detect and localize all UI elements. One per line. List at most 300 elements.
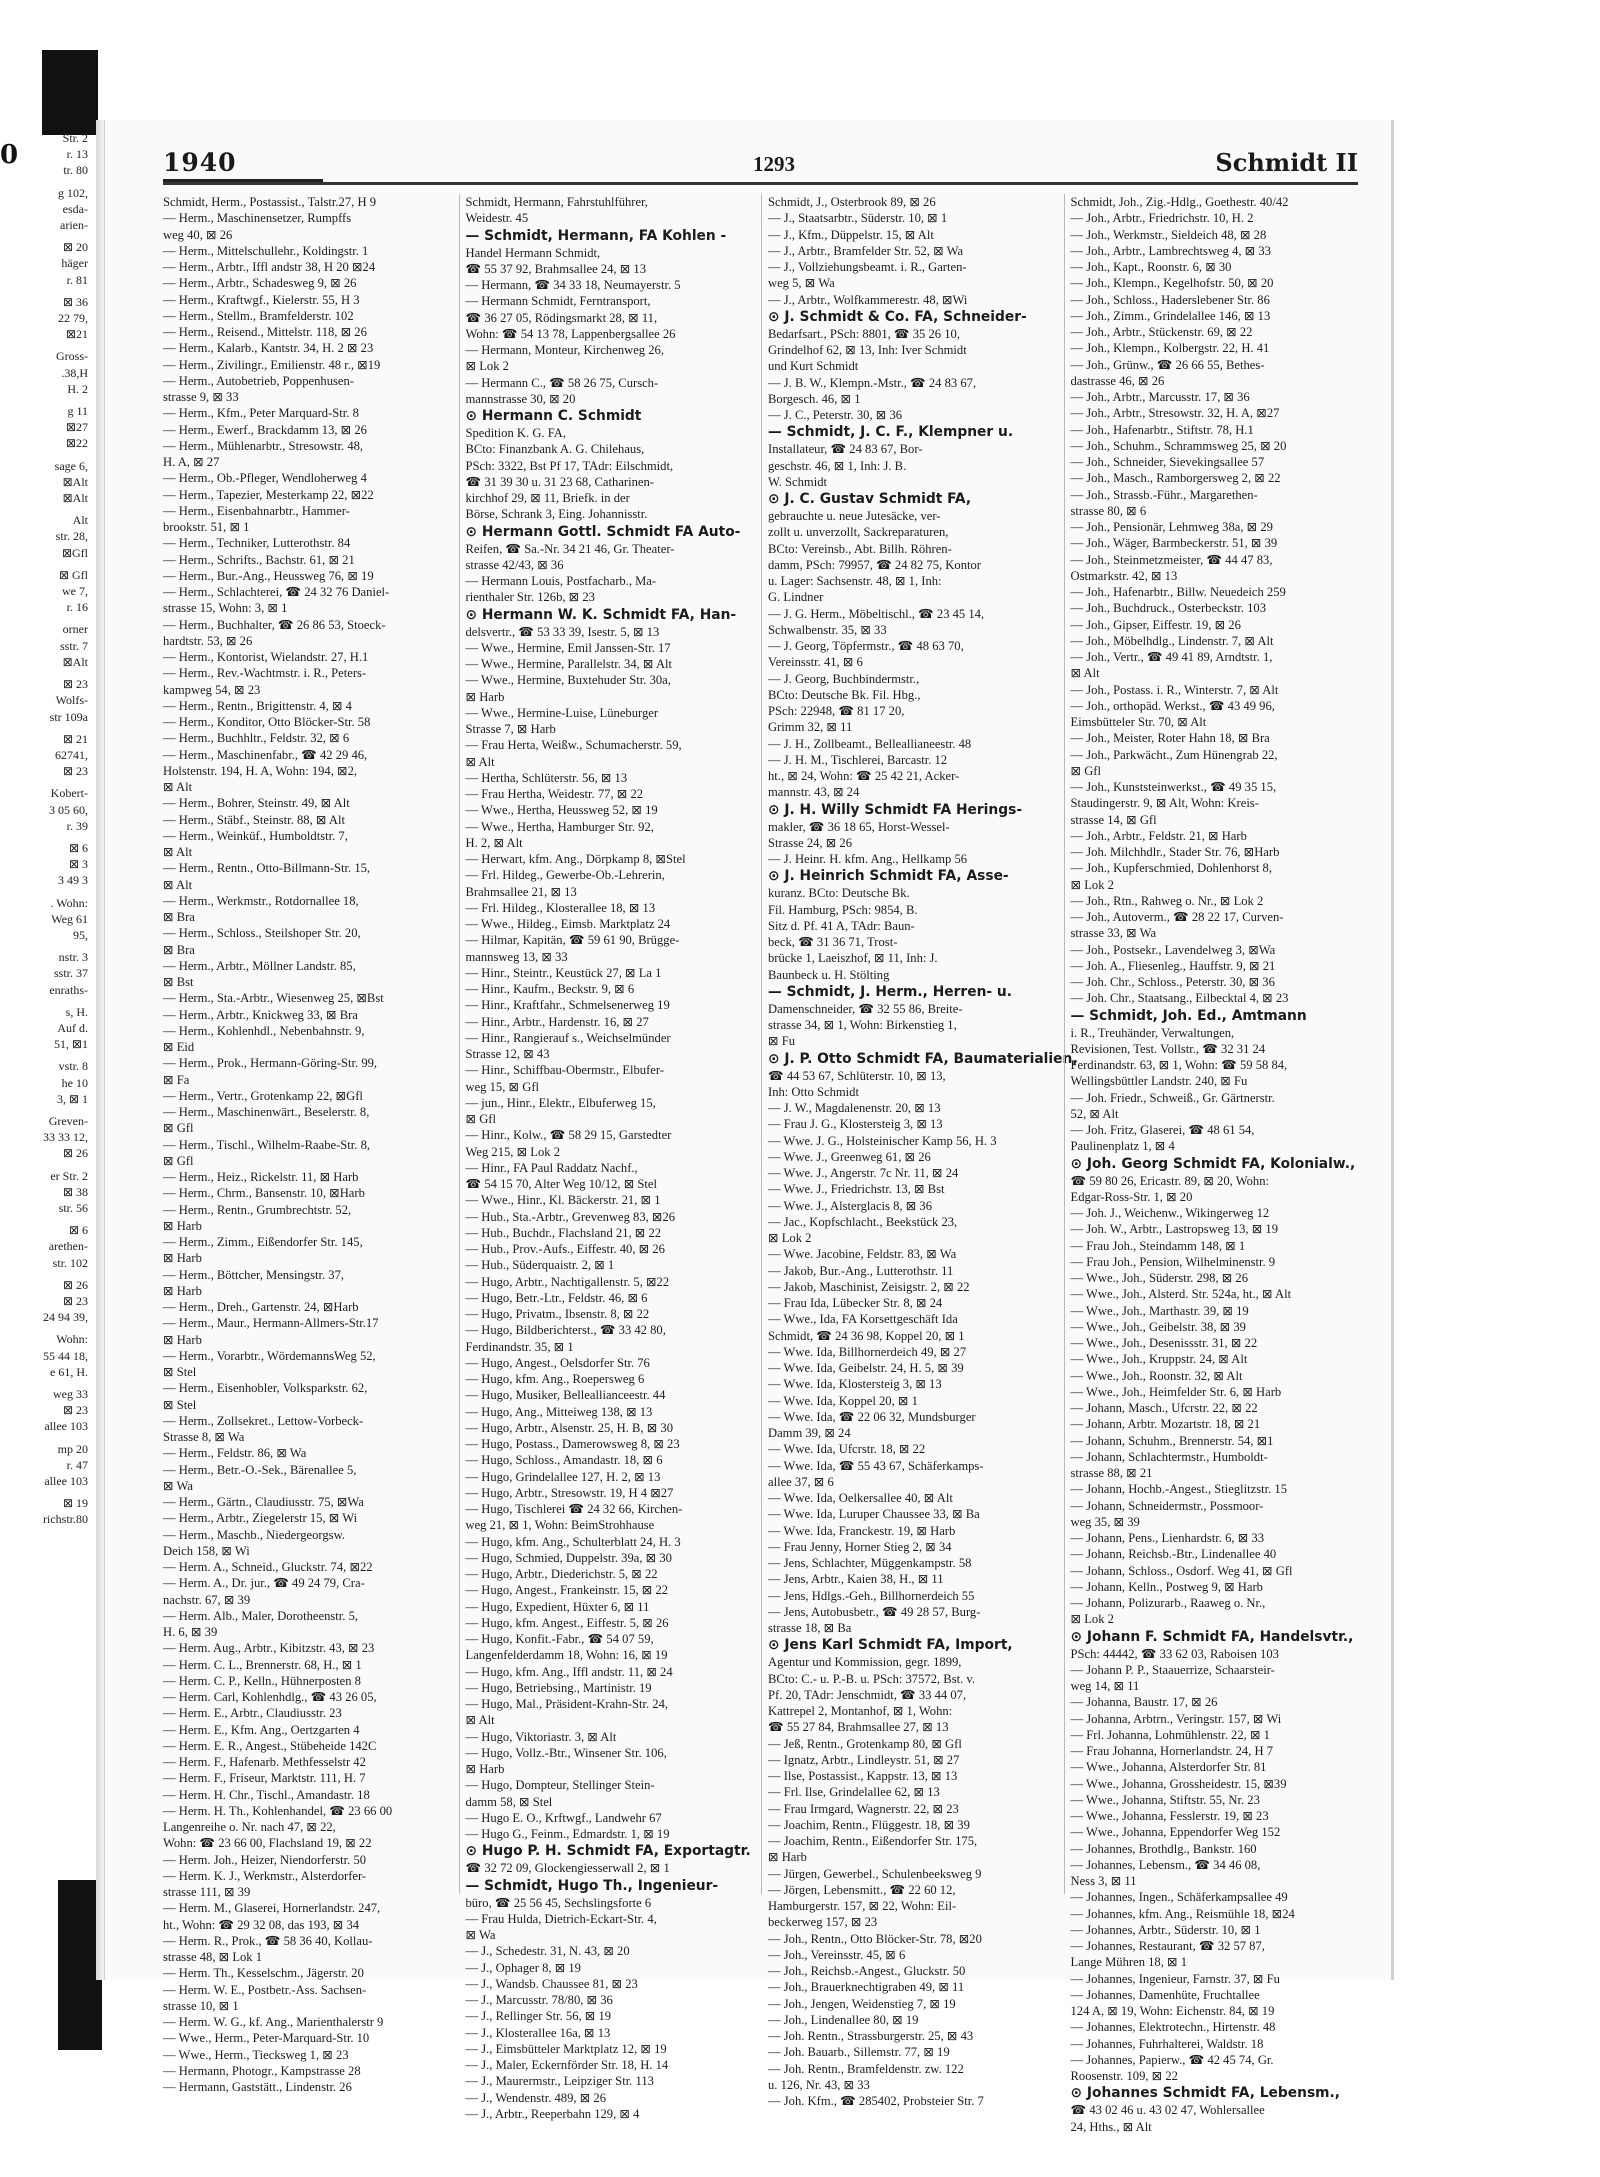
directory-entry-line: weg 35, ⊠ 39 xyxy=(1070,1514,1140,1529)
directory-entry-line: 52, ⊠ Alt xyxy=(1070,1106,1119,1121)
directory-entry-line: strasse 34, ⊠ 1, Wohn: Birkenstieg 1, xyxy=(768,1018,957,1032)
directory-entry-line: — Frau Herta, Weißw., Schumacherstr. 59, xyxy=(465,738,682,753)
directory-entry-line: — J., Staatsarbtr., Süderstr. 10, ⊠ 1 xyxy=(768,211,948,226)
directory-entry-line: — Johann, Schlachtermstr., Humboldt- xyxy=(1070,1449,1268,1464)
directory-entry-line: ⊙ J. Schmidt & Co. FA, Schneider- xyxy=(768,308,1027,325)
directory-entry-line: ☎ 55 37 92, Brahmsallee 24, ⊠ 13 xyxy=(465,261,646,276)
directory-entry-line: — J. G. Herm., Möbeltischl., ☎ 23 45 14, xyxy=(768,606,985,621)
directory-entry-line: — Wwe. Ida, Billhornerdeich 49, ⊠ 27 xyxy=(768,1344,967,1359)
directory-entry-line: makler, ☎ 36 18 65, Horst-Wessel- xyxy=(768,819,950,834)
directory-entry-line: Lange Mühren 18, ⊠ 1 xyxy=(1070,1955,1188,1970)
directory-entry-line: — Wwe., Hermine, Emil Janssen-Str. 17 xyxy=(465,640,671,655)
directory-entry-line: ⊙ J. H. Willy Schmidt FA Herings- xyxy=(768,801,1023,818)
directory-entry-line: — Herm., Schrifts., Bachstr. 61, ⊠ 21 xyxy=(163,552,355,567)
directory-entry-line: — Wwe., Joh., Desenissstr. 31, ⊠ 22 xyxy=(1070,1336,1258,1350)
facing-page-line: Auf d. xyxy=(57,1020,88,1035)
directory-entry-line: — Wwe., Joh., Süderstr. 298, ⊠ 26 xyxy=(1070,1271,1249,1285)
facing-page-line: häger xyxy=(61,256,88,271)
directory-entry-line: strasse 88, ⊠ 21 xyxy=(1070,1466,1153,1480)
directory-entry-line: BCto: Vereinsb., Abt. Billh. Röhren- xyxy=(768,541,952,556)
directory-entry-line: — Frau Joh., Pension, Wilhelminenstr. 9 xyxy=(1070,1254,1276,1269)
directory-entry-line: — Joh., Werkmstr., Sieldeich 48, ⊠ 28 xyxy=(1070,227,1267,242)
directory-entry-line: — Herm., Maschinenfabr., ☎ 42 29 46, xyxy=(163,747,368,762)
directory-entry-line: — Frau Hulda, Dietrich-Eckart-Str. 4, xyxy=(465,1911,657,1926)
directory-entry-line: — jun., Hinr., Elektr., Elbuferweg 15, xyxy=(465,1095,656,1110)
directory-entry-line: Agentur und Kommission, gegr. 1899, xyxy=(768,1655,962,1670)
directory-entry-line: — Hugo, Expedient, Hüxter 6, ⊠ 11 xyxy=(465,1599,650,1614)
directory-entry-line: PSch: 22948, ☎ 81 17 20, xyxy=(768,704,905,718)
directory-entry-line: — Wwe. Ida, Ufcrstr. 18, ⊠ 22 xyxy=(768,1442,926,1457)
directory-entry-line: — Herm. C. L., Brennerstr. 68, H., ⊠ 1 xyxy=(163,1657,362,1672)
directory-entry-line: Installateur, ☎ 24 83 67, Bor- xyxy=(768,442,923,457)
directory-entry-line: — Joh., Brauerknechtigraben 49, ⊠ 11 xyxy=(768,1980,965,1995)
directory-entry-line: — Joh., Rtn., Rahweg o. Nr., ⊠ Lok 2 xyxy=(1070,893,1264,908)
directory-entry-line: strasse 80, ⊠ 6 xyxy=(1070,503,1147,518)
directory-entry-line: u. Lager: Sachsenstr. 48, ⊠ 1, Inh: xyxy=(768,574,942,588)
facing-page-line: ⊠ Gfl xyxy=(58,567,88,582)
directory-entry-line: strasse 9, ⊠ 33 xyxy=(163,390,239,404)
directory-entry-line: — Frau Johanna, Hornerlandstr. 24, H 7 xyxy=(1070,1744,1274,1758)
directory-entry-line: — Herm., Kfm., Peter Marquard-Str. 8 xyxy=(163,406,359,421)
directory-entry-line: — Hugo, Mal., Präsident-Krahn-Str. 24, xyxy=(465,1697,669,1711)
facing-page-line: sstr. 7 xyxy=(59,638,88,653)
directory-entry-line: — Joh., Postass. i. R., Winterstr. 7, ⊠ Alt xyxy=(1070,682,1279,697)
directory-entry-line: — Herm. W. G., kf. Ang., Marienthalerstr 9 xyxy=(163,2015,384,2029)
facing-page-line: 55 44 18, xyxy=(43,1348,88,1363)
facing-page-line: H. 2 xyxy=(67,381,88,396)
header-rule xyxy=(163,182,1358,185)
directory-entry-line: — Herm., Stäbf., Steinstr. 88, ⊠ Alt xyxy=(163,812,345,827)
directory-entry-line: büro, ☎ 25 56 45, Sechslingsforte 6 xyxy=(465,1895,652,1910)
directory-entry-line: — Herm. F., Hafenarb. Methfesselstr 42 xyxy=(163,1755,366,1769)
directory-entry-line: dastrasse 46, ⊠ 26 xyxy=(1070,373,1165,388)
directory-entry-line: Deich 158, ⊠ Wi xyxy=(163,1543,250,1558)
page-gutter xyxy=(96,120,104,1980)
directory-entry-line: BCto: Finanzbank A. G. Chilehaus, xyxy=(465,442,645,457)
directory-entry-line: — Joh. W., Arbtr., Lastropsweg 13, ⊠ 19 xyxy=(1070,1222,1279,1237)
directory-entry-line: — Hinr., Kaufm., Beckstr. 9, ⊠ 6 xyxy=(465,982,635,996)
directory-entry-line: — Johannes, Fuhrhalterei, Waldstr. 18 xyxy=(1070,2036,1264,2051)
directory-entry-line: Börse, Schrank 3, Eing. Johannisstr. xyxy=(465,507,648,522)
directory-entry-line: — Wwe., Johanna, Fesslerstr. 19, ⊠ 23 xyxy=(1070,1809,1269,1823)
directory-entry-line: — J., Arbtr., Reeperbahn 129, ⊠ 4 xyxy=(465,2106,640,2121)
directory-entry-line: — Herm., Chrm., Bansenstr. 10, ⊠Harb xyxy=(163,1186,365,1201)
directory-entry-line: — Herm., Maschinenwärt., Beselerstr. 8, xyxy=(163,1105,370,1119)
directory-entry-line: — Joh. Chr., Staatsang., Eilbecktal 4, ⊠ 23 xyxy=(1070,991,1289,1006)
directory-entry-line: strasse 33, ⊠ Wa xyxy=(1070,926,1157,941)
directory-entry-line: — Herm. A., Schneid., Gluckstr. 74, ⊠22 xyxy=(163,1560,373,1574)
facing-page-fragment xyxy=(0,130,92,1970)
facing-page-line: str 109a xyxy=(49,709,88,724)
directory-entry-line: — Joachim, Rentn., Flüggestr. 18, ⊠ 39 xyxy=(768,1817,970,1832)
facing-page-line: ⊠ 19 xyxy=(62,1496,88,1511)
facing-page-line: sstr. 37 xyxy=(53,966,88,981)
directory-entry-line: — Joh., Postsekr., Lavendelweg 3, ⊠Wa xyxy=(1070,942,1276,957)
directory-entry-line: Wellingsbüttler Landstr. 240, ⊠ Fu xyxy=(1070,1074,1248,1089)
directory-entry-line: ⊠ Bra xyxy=(163,942,195,957)
directory-entry-line: — Herm. A., Dr. jur., ☎ 49 24 79, Cra- xyxy=(163,1576,365,1591)
directory-entry-line: Ness 3, ⊠ 11 xyxy=(1070,1874,1137,1888)
directory-entry-line: — Herm., Schloss., Steilshoper Str. 20, xyxy=(163,926,361,941)
directory-entry-line: Strasse 7, ⊠ Harb xyxy=(465,722,556,736)
directory-entry-line: — Wwe. Ida, Koppel 20, ⊠ 1 xyxy=(768,1393,918,1408)
directory-entry-line: ⊠ Fu xyxy=(768,1034,796,1049)
directory-entry-line: — Johannes, Damenhüte, Fruchtallee xyxy=(1070,1987,1260,2002)
directory-entry-line: — J., Schedestr. 31, N. 43, ⊠ 20 xyxy=(465,1944,630,1959)
directory-entry-line: ⊠ Harb xyxy=(465,1762,505,1776)
directory-entry-line: — Herm. H. Th., Kohlenhandel, ☎ 23 66 00 xyxy=(163,1803,393,1818)
directory-entry-line: damm 58, ⊠ Stel xyxy=(465,1794,553,1809)
directory-entry-line: Schmidt, ☎ 24 36 98, Koppel 20, ⊠ 1 xyxy=(768,1328,965,1343)
directory-entry-line: — Herm., Kontorist, Wielandstr. 27, H.1 xyxy=(163,650,369,664)
directory-entry-line: Brahmsallee 21, ⊠ 13 xyxy=(465,884,577,899)
directory-entry-line: — Joh., Schloss., Haderslebener Str. 86 xyxy=(1070,292,1270,307)
facing-page-line: esda- xyxy=(62,201,88,216)
directory-entry-line: — Herm., Bur.-Ang., Heussweg 76, ⊠ 19 xyxy=(163,568,374,583)
directory-entry-line: — Joh., Rentn., Otto Blöcker-Str. 78, ⊠20 xyxy=(768,1931,982,1946)
directory-entry-line: — Herm., Techniker, Lutterothstr. 84 xyxy=(163,536,351,551)
directory-entry-line: Handel Hermann Schmidt, xyxy=(465,245,601,260)
directory-entry-line: — Joh., Masch., Ramborgersweg 2, ⊠ 22 xyxy=(1070,471,1281,486)
directory-entry-line: — Herm., Rentn., Brigittenstr. 4, ⊠ 4 xyxy=(163,698,352,713)
facing-page-line: ⊠ 20 xyxy=(62,240,88,255)
directory-entry-line: ⊙ Hermann W. K. Schmidt FA, Han- xyxy=(465,606,737,623)
directory-entry-line: ⊠ Lok 2 xyxy=(1070,877,1114,892)
directory-entry-line: — Johann, Hochb.-Angest., Stieglitzstr. 15 xyxy=(1070,1482,1288,1497)
directory-entry-line: — Frl. Johanna, Lohmühlenstr. 22, ⊠ 1 xyxy=(1070,1727,1270,1742)
directory-entry-line: ⊙ Hermann Gottl. Schmidt FA Auto- xyxy=(465,523,741,540)
directory-entry-line: weg 21, ⊠ 1, Wohn: BeimStrohhause xyxy=(465,1518,655,1533)
directory-entry-line: — Hermann, Photogr., Kampstrasse 28 xyxy=(163,2063,361,2078)
directory-entry-line: ⊙ J. Heinrich Schmidt FA, Asse- xyxy=(768,868,1009,885)
facing-page-line: nstr. 3 xyxy=(58,950,88,965)
directory-entry-line: — Joh., Klempn., Kolbergstr. 22, H. 41 xyxy=(1070,341,1270,356)
directory-entry-line: — Herm., Vertr., Grotenkamp 22, ⊠Gfl xyxy=(163,1088,363,1103)
directory-entry-line: Roosenstr. 109, ⊠ 22 xyxy=(1070,2069,1178,2083)
directory-entry-line: ⊠ Bst xyxy=(163,975,194,989)
directory-entry-line: — Herm., Rev.-Wachtmstr. i. R., Peters- xyxy=(163,666,367,681)
directory-entry-line: — Wwe. J., Alsterglacis 8, ⊠ 36 xyxy=(768,1198,932,1213)
directory-entry-line: — Joh., Gipser, Eiffestr. 19, ⊠ 26 xyxy=(1070,617,1241,632)
directory-entry-line: Bedarfsart., PSch: 8801, ☎ 35 26 10, xyxy=(768,326,960,341)
directory-entry-line: — Joh., Parkwächt., Zum Hünengrab 22, xyxy=(1070,747,1278,762)
facing-page-line: ⊠ 23 xyxy=(62,1403,88,1418)
directory-entry-line: ☎ 59 80 26, Ericastr. 89, ⊠ 20, Wohn: xyxy=(1070,1173,1269,1188)
directory-entry-line: Eimsbütteler Str. 70, ⊠ Alt xyxy=(1070,715,1207,729)
directory-entry-line: — Hermann, Gaststätt., Lindenstr. 26 xyxy=(163,2080,352,2094)
directory-entry-line: — J., Rellinger Str. 56, ⊠ 19 xyxy=(465,2009,612,2024)
directory-entry-line: — Herm., Buchhalter, ☎ 26 86 53, Stoeck- xyxy=(163,617,386,632)
directory-entry-line: — Hugo, Angest., Frankeinstr. 15, ⊠ 22 xyxy=(465,1583,669,1598)
directory-entry-line: — Wwe., Johanna, Eppendorfer Weg 152 xyxy=(1070,1825,1281,1840)
directory-entry-line: — Jens, Schlachter, Müggenkampstr. 58 xyxy=(768,1556,972,1570)
directory-entry-line: — Herm., Arbtr., Möllner Landstr. 85, xyxy=(163,958,356,973)
directory-entry-line: ⊠ Gfl xyxy=(465,1112,496,1126)
directory-entry-line: Edgar-Ross-Str. 1, ⊠ 20 xyxy=(1070,1189,1193,1204)
directory-entry-line: — Wwe. Ida, Geibelstr. 24, H. 5, ⊠ 39 xyxy=(768,1361,964,1375)
facing-page-line: str. 56 xyxy=(58,1200,88,1215)
directory-entry-line: — Hinr., FA Paul Raddatz Nachf., xyxy=(465,1160,638,1175)
directory-entry-line: Ostmarkstr. 42, ⊠ 13 xyxy=(1070,568,1178,583)
directory-entry-line: — Jakob, Maschinist, Zeisigstr. 2, ⊠ 22 xyxy=(768,1279,970,1294)
directory-entry-line: — Herm., Bohrer, Steinstr. 49, ⊠ Alt xyxy=(163,796,350,811)
directory-entry-line: — J., Wendenstr. 489, ⊠ 26 xyxy=(465,2090,606,2105)
directory-entry-line: — Herm., Böttcher, Mensingstr. 37, xyxy=(163,1267,345,1282)
directory-entry-line: ⊙ Hugo P. H. Schmidt FA, Exportagtr. xyxy=(465,1843,751,1860)
directory-entry-line: — Joh., Buchdruck., Osterbeckstr. 103 xyxy=(1070,601,1267,616)
directory-entry-line: — Herm., Tischl., Wilhelm-Raabe-Str. 8, xyxy=(163,1137,371,1152)
directory-entry-line: — Joh., Reichsb.-Angest., Gluckstr. 50 xyxy=(768,1964,966,1978)
directory-entry-line: — Joh. J., Weichenw., Wikingerweg 12 xyxy=(1070,1206,1270,1220)
directory-entry-line: — Wwe., Hinr., Kl. Bäckerstr. 21, ⊠ 1 xyxy=(465,1193,661,1208)
directory-entry-line: — Wwe., Hermine-Luise, Lüneburger xyxy=(465,705,659,720)
directory-entry-line: — Hub., Buchdr., Flachsland 21, ⊠ 22 xyxy=(465,1225,662,1240)
directory-entry-line: beck, ☎ 31 36 71, Trost- xyxy=(768,935,898,949)
directory-entry-line: — Herm. M., Glaserei, Hornerlandstr. 247, xyxy=(163,1901,381,1916)
directory-entry-line: ⊠ Wa xyxy=(465,1928,496,1942)
directory-entry-line: — Joachim, Rentn., Eißendorfer Str. 175, xyxy=(768,1834,978,1848)
directory-entry-line: Schmidt, Herm., Postassist., Talstr.27, H 9 xyxy=(163,195,376,209)
directory-entry-line: Staudingerstr. 9, ⊠ Alt, Wohn: Kreis- xyxy=(1070,796,1259,811)
directory-entry-line: BCto: C.- u. P.-B. u. PSch: 37572, Bst. v. xyxy=(768,1671,976,1686)
directory-entry-line: — Joh., Arbtr., Marcusstr. 17, ⊠ 36 xyxy=(1070,390,1250,404)
directory-entry-line: ☎ 31 39 30 u. 31 23 68, Catharinen- xyxy=(465,474,654,489)
directory-entry-line: mannsweg 13, ⊠ 33 xyxy=(465,949,568,964)
directory-entry-line: zollt u. unverzollt, Sackreparaturen, xyxy=(768,525,949,540)
directory-entry-line: — Hugo, Konfit.-Fabr., ☎ 54 07 59, xyxy=(465,1632,654,1646)
directory-entry-line: ⊙ Joh. Georg Schmidt FA, Kolonialw., xyxy=(1070,1155,1356,1172)
facing-page-line: ⊠ 38 xyxy=(62,1184,88,1199)
directory-entry-line: — J. W., Magdalenenstr. 20, ⊠ 13 xyxy=(768,1101,941,1115)
directory-entry-line: — Joh., Grünw., ☎ 26 66 55, Bethes- xyxy=(1070,357,1265,372)
directory-entry-line: — Herm., Rentn., Otto-Billmann-Str. 15, xyxy=(163,861,371,876)
directory-entry-line: — Herm. E. R., Angest., Stübeheide 142C xyxy=(163,1738,377,1753)
directory-entry-line: Ferdinandstr. 63, ⊠ 1, Wohn: ☎ 59 58 84, xyxy=(1070,1058,1288,1072)
directory-entry-line: — Schmidt, Hermann, FA Kohlen - xyxy=(465,227,727,244)
directory-entry-line: — J. H. M., Tischlerei, Barcastr. 12 xyxy=(768,752,948,767)
directory-entry-line: — Joh., Möbelhdlg., Lindenstr. 7, ⊠ Alt xyxy=(1070,633,1274,648)
directory-entry-line: — Herm., Eisenhobler, Volksparkstr. 62, xyxy=(163,1381,368,1396)
facing-page-line: weg 33 xyxy=(53,1387,88,1402)
facing-page-line: ⊠ 36 xyxy=(62,294,88,309)
directory-entry-line: — Wwe., Johanna, Stiftstr. 55, Nr. 23 xyxy=(1070,1792,1260,1807)
directory-entry-line: Reifen, ☎ Sa.-Nr. 34 21 46, Gr. Theater- xyxy=(465,541,675,556)
directory-entry-line: — Hugo, Viktoriastr. 3, ⊠ Alt xyxy=(465,1729,617,1744)
directory-entry-line: — Herm., Sta.-Arbtr., Wiesenweg 25, ⊠Bst xyxy=(163,991,384,1006)
directory-entry-line: i. R., Treuhänder, Verwaltungen, xyxy=(1070,1025,1235,1040)
facing-page-line: arethen- xyxy=(48,1239,88,1254)
directory-entry-line: — J., Marcusstr. 78/80, ⊠ 36 xyxy=(465,1993,613,2007)
directory-entry-line: — Wwe. Ida, ☎ 22 06 32, Mundsburger xyxy=(768,1409,976,1424)
directory-entry-line: 124 A, ⊠ 19, Wohn: Eichenstr. 84, ⊠ 19 xyxy=(1070,2004,1275,2018)
directory-entry-line: — Johannes, kfm. Ang., Reismühle 18, ⊠24 xyxy=(1070,1906,1295,1921)
directory-entry-line: — Hugo, Grindelallee 127, H. 2, ⊠ 13 xyxy=(465,1469,661,1484)
directory-entry-line: — Hertha, Schlüterstr. 56, ⊠ 13 xyxy=(465,770,628,785)
directory-entry-line: — Johann P. P., Staauerrize, Schaarsteir- xyxy=(1070,1662,1275,1677)
directory-entry-line: — Herm. Aug., Arbtr., Kibitzstr. 43, ⊠ 23 xyxy=(163,1641,375,1656)
directory-entry-line: — Frl. Hildeg., Klosterallee 18, ⊠ 13 xyxy=(465,900,656,915)
facing-page-heading: 0 xyxy=(0,140,19,170)
facing-page-line: Greven- xyxy=(48,1113,88,1128)
directory-entry-line: Wohn: ☎ 23 66 00, Flachsland 19, ⊠ 22 xyxy=(163,1836,372,1851)
directory-entry-line: — Hugo, Schloss., Amandastr. 18, ⊠ 6 xyxy=(465,1453,663,1468)
directory-entry-line: — Joh., Arbtr., Friedrichstr. 10, H. 2 xyxy=(1070,211,1254,226)
directory-entry-line: Strasse 8, ⊠ Wa xyxy=(163,1430,245,1444)
directory-entry-line: — Herm. E., Kfm. Ang., Oertzgarten 4 xyxy=(163,1722,360,1737)
directory-entry-line: ⊠ Alt xyxy=(465,754,495,769)
directory-entry-line: mannstr. 43, ⊠ 24 xyxy=(768,785,860,800)
directory-entry-line: — Herm. Carl, Kohlenhdlg., ☎ 43 26 05, xyxy=(163,1690,377,1704)
directory-entry-line: — Herm., Zollsekret., Lettow-Vorbeck- xyxy=(163,1413,364,1428)
directory-entry-line: — Frau Hertha, Weidestr. 77, ⊠ 22 xyxy=(465,787,644,801)
facing-page-line: er Str. 2 xyxy=(50,1168,88,1183)
facing-page-line: Kobert- xyxy=(50,786,88,801)
directory-entry-line: Baunbeck u. H. Stölting xyxy=(768,967,890,982)
directory-entry-line: — J. B. W., Klempn.-Mstr., ☎ 24 83 67, xyxy=(768,375,977,390)
directory-entry-line: — Johannes, Lebensm., ☎ 34 46 08, xyxy=(1070,1857,1261,1872)
directory-entry-line: — Hugo, kfm. Ang., Iffl andstr. 11, ⊠ 24 xyxy=(465,1664,673,1679)
directory-entry-line: — Herm. Alb., Maler, Dorotheenstr. 5, xyxy=(163,1608,359,1623)
directory-entry-line: strasse 14, ⊠ Gfl xyxy=(1070,812,1157,827)
facing-page-line: he 10 xyxy=(61,1075,88,1090)
facing-page-line: ⊠27 xyxy=(65,420,88,435)
directory-entry-line: Grimm 32, ⊠ 11 xyxy=(768,720,853,735)
directory-entry-line: — Herm., Arbtr., Ziegelerstr 15, ⊠ Wi xyxy=(163,1511,358,1526)
facing-page-line: ⊠ 6 xyxy=(68,1223,88,1238)
directory-entry-line: — Herm., Buchhltr., Feldstr. 32, ⊠ 6 xyxy=(163,731,350,746)
directory-entry-line: — Johanna, Baustr. 17, ⊠ 26 xyxy=(1070,1695,1218,1710)
directory-entry-line: H. A, ⊠ 27 xyxy=(163,455,220,469)
facing-page-line: ⊠ 23 xyxy=(62,1294,88,1308)
directory-entry-line: Schwalbenstr. 35, ⊠ 33 xyxy=(768,622,887,637)
directory-entry-line: — Frl. Ilse, Grindelallee 62, ⊠ 13 xyxy=(768,1785,940,1800)
directory-entry-line: — Wwe. J., Angerstr. 7c Nr. 11, ⊠ 24 xyxy=(768,1166,959,1180)
directory-entry-line: — Herm., Kraftwgf., Kielerstr. 55, H 3 xyxy=(163,292,360,307)
facing-page-line: str. 28, xyxy=(55,529,88,544)
directory-entry-line: — Hugo, Postass., Damerowsweg 8, ⊠ 23 xyxy=(465,1437,680,1451)
directory-entry-line: — Frl. Hildeg., Gewerbe-Ob.-Lehrerin, xyxy=(465,868,665,883)
directory-entry-line: — Hugo, kfm. Ang., Roepersweg 6 xyxy=(465,1372,645,1386)
directory-entry-line: — Johanna, Arbtrn., Veringstr. 157, ⊠ Wi xyxy=(1070,1711,1282,1726)
directory-entry-line: ⊠ Harb xyxy=(163,1251,202,1266)
directory-entry-line: — Joh., Vertr., ☎ 49 41 89, Arndtstr. 1, xyxy=(1070,650,1273,664)
directory-entry-line: — Wwe. Ida, Oelkersallee 40, ⊠ Alt xyxy=(768,1491,953,1505)
directory-entry-line: — Herm., Autobetrieb, Poppenhusen- xyxy=(163,373,354,388)
directory-entry-line: — Joh. Chr., Schloss., Peterstr. 30, ⊠ 36 xyxy=(1070,975,1275,989)
directory-entry-line: — Hugo, Angest., Oelsdorfer Str. 76 xyxy=(465,1355,650,1370)
directory-entry-line: — Schmidt, Joh. Ed., Amtmann xyxy=(1070,1007,1307,1024)
directory-entry-line: — Joh. A., Fliesenleg., Hauffstr. 9, ⊠ 21 xyxy=(1070,958,1276,973)
directory-entry-line: gebrauchte u. neue Jutesäcke, ver- xyxy=(768,509,941,523)
directory-entry-line: — Joh., Lindenallee 80, ⊠ 19 xyxy=(768,2012,919,2027)
directory-entry-line: — Joh. Kfm., ☎ 285402, Probsteier Str. 7 xyxy=(768,2094,984,2108)
directory-entry-line: — Hinr., Arbtr., Hardenstr. 16, ⊠ 27 xyxy=(465,1014,649,1029)
directory-entry-line: — Wwe., Hertha, Hamburger Str. 92, xyxy=(465,819,654,834)
facing-page-line: ⊠Alt xyxy=(62,491,88,506)
directory-entry-line: und Kurt Schmidt xyxy=(768,359,859,374)
directory-entry-line: W. Schmidt xyxy=(768,474,828,489)
directory-entry-line: — J., Eimsbütteler Marktplatz 12, ⊠ 19 xyxy=(465,2041,667,2056)
directory-entry-line: — Herwart, kfm. Ang., Dörpkamp 8, ⊠Stel xyxy=(465,852,686,866)
directory-entry-line: — Herm. R., Prok., ☎ 58 36 40, Kollau- xyxy=(163,1933,373,1948)
directory-entry-line: — Frau Jenny, Horner Stieg 2, ⊠ 34 xyxy=(768,1539,952,1554)
directory-entry-line: strasse 48, ⊠ Lok 1 xyxy=(163,1950,263,1964)
directory-entry-line: — Hinr., Kolw., ☎ 58 29 15, Garstedter xyxy=(465,1128,672,1143)
directory-entry-line: ☎ 44 53 67, Schlüterstr. 10, ⊠ 13, xyxy=(768,1068,946,1083)
facing-page-line: richstr.80 xyxy=(43,1512,88,1527)
facing-page-line: sage 6, xyxy=(54,458,88,473)
directory-entry-line: — Johann, Schuhm., Brennerstr. 54, ⊠1 xyxy=(1070,1433,1274,1448)
directory-entry-line: Strasse 12, ⊠ 43 xyxy=(465,1047,550,1061)
directory-entry-line: ⊠ Bra xyxy=(163,910,195,924)
facing-page-line: Weg 61 xyxy=(51,911,88,926)
directory-entry-line: — J., Arbtr., Bramfelder Str. 52, ⊠ Wa xyxy=(768,243,964,258)
directory-entry-line: — Ilse, Postassist., Kappstr. 13, ⊠ 13 xyxy=(768,1769,958,1783)
directory-entry-line: — Joh., orthopäd. Werkst., ☎ 43 49 96, xyxy=(1070,698,1275,713)
directory-entry-line: — Herm., Vorarbtr., WördemannsWeg 52, xyxy=(163,1348,376,1363)
facing-page-line: orner xyxy=(62,622,88,637)
directory-entry-line: — Hugo, Schmied, Duppelstr. 39a, ⊠ 30 xyxy=(465,1550,672,1565)
directory-entry-line: ⊠ Gfl xyxy=(1070,763,1101,778)
directory-entry-line: — Joh. Rentn., Bramfeldenstr. zw. 122 xyxy=(768,2061,964,2076)
facing-page-line: Wohn: xyxy=(56,1332,88,1347)
directory-entry-line: ⊠ Gfl xyxy=(163,1153,194,1168)
directory-entry-line: Ferdinandstr. 35, ⊠ 1 xyxy=(465,1339,574,1354)
directory-entry-line: — Herm., Mittelschullehr., Koldingstr. 1 xyxy=(163,243,369,258)
directory-entry-line: — Hugo, Arbtr., Stresowstr. 19, H 4 ⊠27 xyxy=(465,1485,674,1500)
directory-entry-line: ⊠ Lok 2 xyxy=(1070,1612,1114,1627)
directory-entry-line: — Wwe. Jacobine, Feldstr. 83, ⊠ Wa xyxy=(768,1247,957,1262)
directory-entry-line: — Hinr., Steintr., Keustück 27, ⊠ La 1 xyxy=(465,965,662,980)
directory-entry-line: — Joh., Arbtr., Feldstr. 21, ⊠ Harb xyxy=(1070,828,1247,843)
directory-entry-line: — J., Vollziehungsbeamt. i. R., Garten- xyxy=(768,260,967,274)
directory-entry-line: strasse 42/43, ⊠ 36 xyxy=(465,557,564,572)
directory-entry-line: Revisionen, Test. Vollstr., ☎ 32 31 24 xyxy=(1070,1041,1266,1056)
facing-page-line: 3 49 3 xyxy=(58,873,88,888)
page-header xyxy=(163,142,1358,186)
directory-entry-line: — Wwe., Joh., Roonstr. 32, ⊠ Alt xyxy=(1070,1368,1243,1383)
directory-entry-line: H. 6, ⊠ 39 xyxy=(163,1625,218,1639)
directory-entry-line: — Johannes, Ingen., Schäferkampsallee 49 xyxy=(1070,1890,1288,1905)
directory-entry-line: — Herm. F., Friseur, Marktstr. 111, H. 7 xyxy=(163,1771,366,1786)
directory-entry-line: — Joh., Zimm., Grindelallee 146, ⊠ 13 xyxy=(1070,308,1271,323)
directory-entry-line: — Johannes, Restaurant, ☎ 32 57 87, xyxy=(1070,1939,1265,1953)
directory-entry-line: — Joh. Rentn., Strassburgerstr. 25, ⊠ 43 xyxy=(768,2029,974,2043)
directory-entry-line: — Wwe., Hertha, Heussweg 52, ⊠ 19 xyxy=(465,803,658,818)
directory-entry-line: ⊙ Johann F. Schmidt FA, Handelsvtr., xyxy=(1070,1628,1354,1645)
directory-entry-line: Fil. Hamburg, PSch: 9854, B. xyxy=(768,902,918,917)
directory-entry-line: PSch: 44442, ☎ 33 62 03, Raboisen 103 xyxy=(1070,1646,1279,1661)
directory-entry-line: — Jürgen, Gewerbel., Schulenbeeksweg 9 xyxy=(768,1866,982,1881)
directory-entry-line: BCto: Deutsche Bk. Fil. Hbg., xyxy=(768,687,921,702)
directory-entry-line: ⊠ Harb xyxy=(163,1218,202,1233)
facing-page-line: r. 13 xyxy=(66,147,88,162)
directory-entry-line: — Hugo, kfm. Ang., Schulterblatt 24, H. 3 xyxy=(465,1534,681,1549)
directory-entry-line: — Hinr., Rangierauf s., Weichselmünder xyxy=(465,1030,671,1045)
directory-entry-line: mannstrasse 30, ⊠ 20 xyxy=(465,391,576,406)
directory-entry-line: — Johann, Schloss., Osdorf. Weg 41, ⊠ Gfl xyxy=(1070,1563,1293,1578)
directory-entry-line: — Frau Joh., Steindamm 148, ⊠ 1 xyxy=(1070,1238,1246,1253)
directory-entry-line: — Herm., Reisend., Mittelstr. 118, ⊠ 26 xyxy=(163,325,367,339)
directory-entry-line: ☎ 55 27 84, Brahmsallee 27, ⊠ 13 xyxy=(768,1720,949,1735)
directory-entry-line: — Joh., Wäger, Barmbeckerstr. 51, ⊠ 39 xyxy=(1070,536,1278,551)
directory-entry-line: — Johannes, Arbtr., Süderstr. 10, ⊠ 1 xyxy=(1070,1922,1261,1937)
directory-entry-line: — Herm. H. Chr., Tischl., Amandastr. 18 xyxy=(163,1787,370,1802)
directory-entry-line: H. 2, ⊠ Alt xyxy=(465,835,523,850)
directory-entry-line: ⊠ Alt xyxy=(1070,666,1100,681)
directory-entry-line: ☎ 36 27 05, Rödingsmarkt 28, ⊠ 11, xyxy=(465,310,658,325)
directory-entry-line: — Joh. Fritz, Glaserei, ☎ 48 61 54, xyxy=(1070,1123,1255,1137)
